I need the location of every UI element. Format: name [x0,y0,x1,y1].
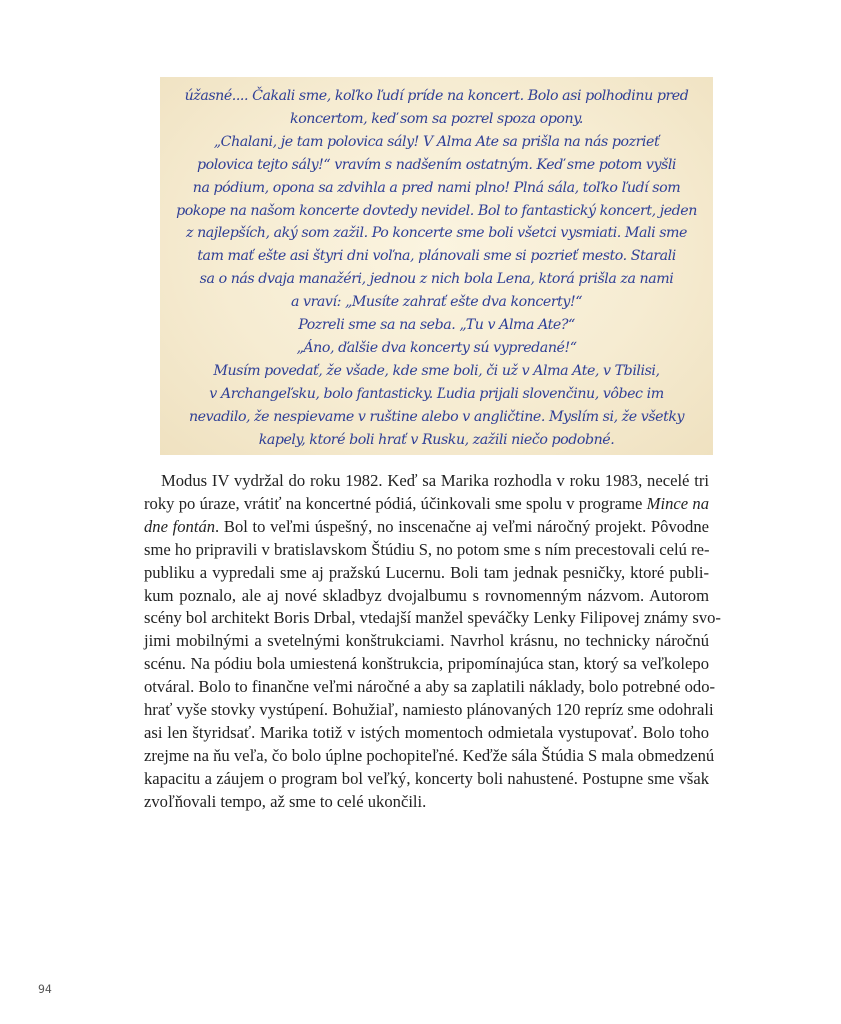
quote-line: Musím povedať, že všade, kde sme boli, či už v Alma Ate, v Tbilisi, [213,362,660,379]
quote-line: na pódium, opona sa zdvihla a pred nami plno! Plná sála, toľko ľudí som [192,179,681,196]
body-line: scénu. Na pódiu bola umiestená konštrukcia, pripomínajúca stan, ktorý sa veľkolepo [144,654,709,674]
body-line: hrať vyše stovky vystúpení. Bohužiaľ, namiesto plánovaných 120 repríz sme odohrali [144,700,714,720]
quote-line: nevadilo, že nespievame v ruštine alebo v angličtine. Myslím si, že všetky [188,408,685,425]
quote-line: tam mať ešte asi štyri dni voľna, plánovali sme si pozrieť mesto. Starali [197,248,676,265]
body-paragraph [144,470,721,814]
quote-line: kapely, ktoré boli hrať v Rusku, zažili niečo podobné. [258,431,615,448]
body-text-segment: roky po úraze, vrátiť na koncertné pódiá, účinkovali sme spolu v programe [144,493,647,513]
body-text-segment: . Bol to veľmi úspešný, no inscenačne aj veľmi náročný projekt. Pôvodne [215,516,709,536]
body-line [144,493,709,516]
program-title: dne fontán [144,516,216,536]
body-line [144,516,709,539]
body-line: otváral. Bolo to finančne veľmi náročné a aby sa zaplatili náklady, bolo potrebné odo- [144,677,716,697]
quote-line: z najlepších, aký som zažil. Po koncerte sme boli všetci vysmiati. Mali sme [185,225,688,242]
body-line: jimi mobilnými a svetelnými konštrukciami. Navrhol krásnu, no technicky náročnú [144,631,709,651]
quote-line: polovica tejto sály!“ vravím s nadšením ostatným. Keď sme potom vyšli [196,156,677,173]
quote-line: Pozreli sme sa na seba. „Tu v Alma Ate?“ [298,317,575,334]
body-line: zrejme na ňu veľa, čo bolo úplne pochopiteľné. Keďže sála Štúdia S mala obmedzenú [144,745,715,765]
quote-line: sa o nás dvaja manažéri, jednou z nich bola Lena, ktorá prišla za nami [199,271,674,288]
body-line: asi len štyridsať. Marika totiž v istých momentoch odmietala vystupovať. Bolo toho [144,722,709,742]
quote-line: „Chalani, je tam polovica sály! V Alma Ate sa prišla na nás pozrieť [213,133,660,150]
quote-line: pokope na našom koncerte dovtedy nevidel. Bol to fantastický koncert, jeden [176,202,697,219]
body-line: sme ho pripravili v bratislavskom Štúdiu S, no potom sme s ním precestovali celú re- [144,539,710,559]
body-line: kapacitu a záujem o program bol veľký, koncerty boli nahustené. Postupne sme však [144,768,709,788]
quote-line: v Archangeľsku, bolo fantasticky. Ľudia prijali slovenčinu, vôbec im [209,385,664,402]
page-number: 94 [38,982,52,996]
body-line: scény bol architekt Boris Drbal, vtedajší manžel speváčky Lenky Filipovej známy svo- [144,608,721,628]
quote-box [160,77,713,455]
quote-line: koncertom, keď som sa pozrel spoza opony. [290,110,583,127]
quote-line: a vraví: „Musíte zahrať ešte dva koncerty!“ [290,294,583,311]
quote-line: „Áno, ďalšie dva koncerty sú vypredané!“ [296,339,577,356]
program-title: Mince na [646,493,710,513]
body-line: kum poznalo, ale aj nové skladbyz dvojalbumu s rovnomenným názvom. Autorom [144,585,709,605]
body-line: zvoľňovali tempo, až sme to celé ukončili. [144,791,427,811]
body-line: Modus IV vydržal do roku 1982. Keď sa Marika rozhodla v roku 1983, necelé tri [161,471,709,490]
quote-line: úžasné.... Čakali sme, koľko ľudí príde na koncert. Bolo asi polhodinu pred [184,88,689,104]
body-line: publiku a vypredali sme aj pražskú Lucernu. Boli tam jednak pesničky, ktoré publi- [144,562,709,582]
